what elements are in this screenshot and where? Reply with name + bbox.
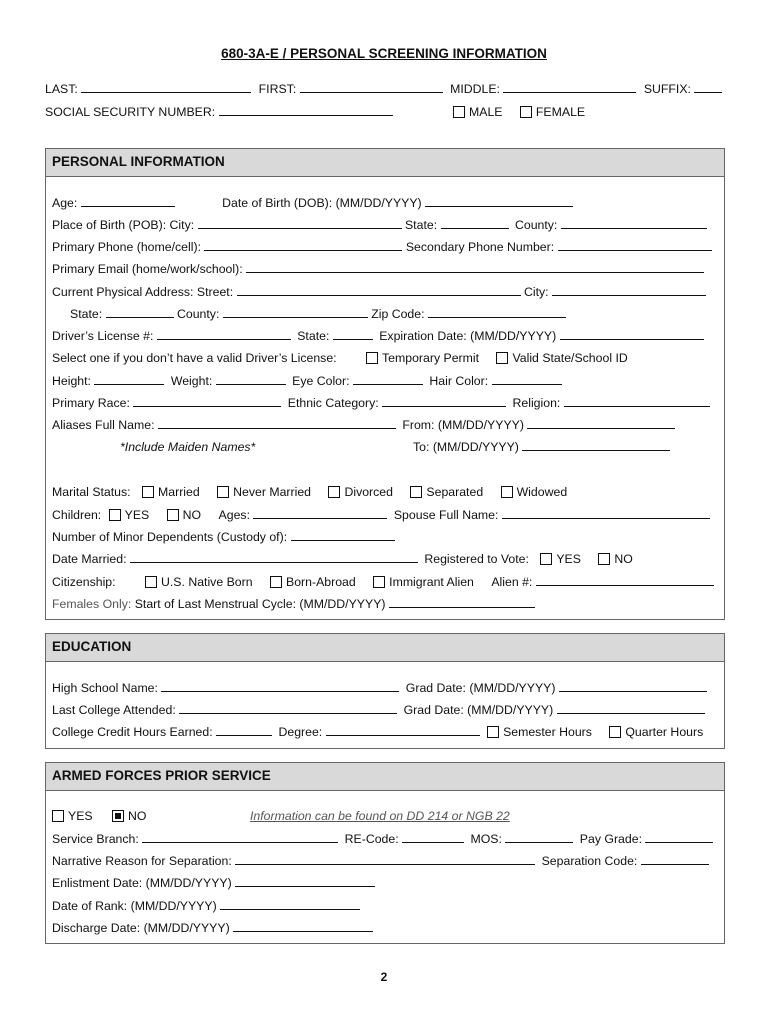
spouse-label: Spouse Full Name:: [393, 508, 499, 522]
separation-code-label: Separation Code:: [541, 854, 638, 868]
ssn-field[interactable]: [219, 105, 393, 116]
pay-grade-label: Pay Grade:: [579, 832, 642, 846]
address-row: [52, 285, 706, 299]
license-field[interactable]: [157, 329, 291, 340]
email-row: [52, 262, 704, 276]
credit-hours-label: College Credit Hours Earned:: [52, 725, 213, 739]
dependents-row: [52, 530, 395, 544]
expiration-label: Expiration Date: (MM/DD/YYYY): [379, 329, 557, 343]
married-checkbox[interactable]: [142, 486, 154, 498]
degree-field[interactable]: [326, 725, 480, 736]
native-born-label: U.S. Native Born: [160, 575, 253, 589]
street-label: Current Physical Address: Street:: [52, 285, 234, 299]
race-field[interactable]: [133, 396, 281, 407]
credit-hours-field[interactable]: [216, 725, 272, 736]
to-label: To: (MM/DD/YYYY): [413, 440, 519, 454]
children-yes-checkbox[interactable]: [109, 509, 121, 521]
physical-row: [52, 374, 562, 388]
females-only-label: Females Only:: [52, 597, 132, 611]
valid-id-checkbox[interactable]: [496, 352, 508, 364]
suffix-field[interactable]: [694, 82, 722, 93]
age-field[interactable]: [81, 196, 175, 207]
female-label: FEMALE: [535, 105, 586, 119]
to-field[interactable]: [522, 440, 670, 451]
county-field[interactable]: [223, 307, 368, 318]
pob-row: [52, 218, 707, 232]
dependents-field[interactable]: [291, 530, 395, 541]
married-label: Married: [158, 485, 200, 499]
high-school-label: High School Name:: [52, 681, 158, 695]
service-no-checkbox[interactable]: [112, 810, 124, 822]
semester-hours-checkbox[interactable]: [487, 726, 499, 738]
temporary-permit-checkbox[interactable]: [366, 352, 378, 364]
date-married-label: Date Married:: [52, 552, 127, 566]
last-college-label: Last College Attended:: [52, 703, 176, 717]
armed-forces-section: [45, 762, 725, 944]
no-license-label: Select one if you don’t have a valid Driver’s License:: [52, 351, 337, 365]
pob-state-label: State:: [404, 218, 438, 232]
aliases-label: Aliases Full Name:: [52, 418, 155, 432]
pob-state-field[interactable]: [441, 218, 509, 229]
male-checkbox[interactable]: [453, 106, 465, 118]
spouse-field[interactable]: [502, 508, 710, 519]
zip-label: Zip Code:: [371, 307, 425, 321]
re-code-label: RE-Code:: [344, 832, 399, 846]
widowed-label: Widowed: [516, 485, 568, 499]
last-college-field[interactable]: [179, 703, 397, 714]
zip-field[interactable]: [428, 307, 566, 318]
born-abroad-label: Born-Abroad: [286, 575, 356, 589]
marital-row: [52, 485, 567, 499]
menstrual-label: Start of Last Menstrual Cycle: (MM/DD/YYYY): [134, 597, 386, 611]
re-code-field[interactable]: [402, 832, 464, 843]
date-married-field[interactable]: [130, 552, 418, 563]
last-label: LAST:: [45, 82, 78, 96]
valid-id-label: Valid State/School ID: [512, 351, 628, 365]
narrative-field[interactable]: [235, 854, 535, 865]
children-yes-label: YES: [124, 508, 150, 522]
menstrual-row: [52, 597, 535, 611]
separated-checkbox[interactable]: [410, 486, 422, 498]
service-options-row: [52, 809, 146, 823]
enlistment-row: [52, 876, 375, 890]
menstrual-field[interactable]: [389, 597, 535, 608]
gender-options: [453, 105, 585, 119]
first-label: FIRST:: [258, 82, 297, 96]
children-label: Children:: [52, 508, 102, 522]
last-field[interactable]: [81, 82, 251, 93]
phone-row: [52, 240, 712, 254]
children-row: [52, 508, 710, 522]
aliases-row: [52, 418, 675, 432]
pob-city-field[interactable]: [198, 218, 402, 229]
eye-color-label: Eye Color:: [292, 374, 350, 388]
license-label: Driver’s License #:: [52, 329, 154, 343]
religion-field[interactable]: [564, 396, 710, 407]
female-checkbox[interactable]: [520, 106, 532, 118]
discharge-field[interactable]: [233, 921, 373, 932]
never-married-checkbox[interactable]: [217, 486, 229, 498]
page-title: 680-3A-E / PERSONAL SCREENING INFORMATION: [221, 46, 547, 61]
mos-field[interactable]: [505, 832, 573, 843]
from-label: From: (MM/DD/YYYY): [402, 418, 524, 432]
date-married-row: [52, 552, 633, 566]
height-label: Height:: [52, 374, 91, 388]
suffix-label: SUFFIX:: [643, 82, 691, 96]
street-field[interactable]: [237, 285, 521, 296]
separated-label: Separated: [426, 485, 484, 499]
immigrant-alien-label: Immigrant Alien: [389, 575, 474, 589]
hs-grad-date-field[interactable]: [559, 681, 707, 692]
separation-code-field[interactable]: [641, 854, 709, 865]
date-of-rank-field[interactable]: [220, 899, 360, 910]
ages-field[interactable]: [253, 508, 387, 519]
vote-no-checkbox[interactable]: [598, 553, 610, 565]
secondary-phone-label: Secondary Phone Number:: [405, 240, 555, 254]
service-no-label: NO: [128, 809, 147, 823]
height-field[interactable]: [94, 374, 164, 385]
divorced-label: Divorced: [344, 485, 393, 499]
aliases-field[interactable]: [158, 418, 396, 429]
ages-label: Ages:: [218, 508, 250, 522]
page-number: 2: [380, 970, 388, 984]
primary-phone-field[interactable]: [204, 240, 402, 251]
high-school-row: [52, 681, 707, 695]
service-yes-label: YES: [68, 809, 93, 823]
first-field[interactable]: [300, 82, 443, 93]
service-yes-checkbox[interactable]: [52, 810, 64, 822]
to-row: [413, 440, 670, 454]
license-state-label: State:: [297, 329, 330, 343]
county-label: County:: [176, 307, 220, 321]
city-label: City:: [523, 285, 549, 299]
race-label: Primary Race:: [52, 396, 130, 410]
education-heading: EDUCATION: [46, 634, 724, 662]
enlistment-label: Enlistment Date: (MM/DD/YYYY): [52, 876, 232, 890]
service-branch-label: Service Branch:: [52, 832, 139, 846]
narrative-row: [52, 854, 709, 868]
dependents-label: Number of Minor Dependents (Custody of):: [52, 530, 288, 544]
high-school-field[interactable]: [161, 681, 399, 692]
from-field[interactable]: [527, 418, 675, 429]
quarter-hours-label: Quarter Hours: [625, 725, 704, 739]
ethnic-label: Ethnic Category:: [287, 396, 379, 410]
hair-color-field[interactable]: [492, 374, 562, 385]
state-label: State:: [70, 307, 103, 321]
citizenship-label: Citizenship:: [52, 575, 116, 589]
temporary-permit-label: Temporary Permit: [382, 351, 480, 365]
primary-phone-label: Primary Phone (home/cell):: [52, 240, 201, 254]
license-row: [52, 329, 704, 343]
semester-hours-label: Semester Hours: [503, 725, 592, 739]
age-label: Age:: [52, 196, 78, 210]
weight-field[interactable]: [216, 374, 286, 385]
citizenship-row: [52, 575, 714, 589]
dob-label: Date of Birth (DOB): (MM/DD/YYYY): [222, 196, 422, 210]
service-branch-field[interactable]: [142, 832, 338, 843]
children-no-checkbox[interactable]: [167, 509, 179, 521]
info-note: Information can be found on DD 214 or NGB 22: [250, 809, 510, 823]
immigrant-alien-checkbox[interactable]: [373, 576, 385, 588]
marital-label: Marital Status:: [52, 485, 131, 499]
secondary-phone-field[interactable]: [558, 240, 712, 251]
native-born-checkbox[interactable]: [145, 576, 157, 588]
pob-county-label: County:: [514, 218, 558, 232]
weight-label: Weight:: [170, 374, 213, 388]
middle-label: MIDDLE:: [450, 82, 500, 96]
credits-row: [52, 725, 703, 739]
header-name-row: [45, 82, 722, 96]
narrative-label: Narrative Reason for Separation:: [52, 854, 232, 868]
ethnic-field[interactable]: [382, 396, 506, 407]
college-grad-date-field[interactable]: [557, 703, 705, 714]
maiden-note: *Include Maiden Names*: [120, 440, 256, 454]
college-row: [52, 703, 705, 717]
primary-email-field[interactable]: [246, 262, 704, 273]
hair-color-label: Hair Color:: [429, 374, 489, 388]
middle-field[interactable]: [503, 82, 636, 93]
service-branch-row: [52, 832, 713, 846]
date-of-rank-row: [52, 899, 360, 913]
hs-grad-date-label: Grad Date: (MM/DD/YYYY): [405, 681, 556, 695]
born-abroad-checkbox[interactable]: [270, 576, 282, 588]
enlistment-field[interactable]: [235, 876, 375, 887]
date-of-rank-label: Date of Rank: (MM/DD/YYYY): [52, 899, 217, 913]
personal-info-heading: PERSONAL INFORMATION: [46, 149, 724, 177]
quarter-hours-checkbox[interactable]: [609, 726, 621, 738]
header-ssn-row: [45, 105, 393, 119]
address-row-2: [70, 307, 566, 321]
never-married-label: Never Married: [233, 485, 312, 499]
vote-yes-label: YES: [556, 552, 581, 566]
discharge-row: [52, 921, 373, 935]
mos-label: MOS:: [470, 832, 502, 846]
alien-num-field[interactable]: [536, 575, 714, 586]
state-field[interactable]: [106, 307, 174, 318]
no-license-row: [52, 351, 628, 365]
religion-label: Religion:: [512, 396, 561, 410]
license-state-field[interactable]: [333, 329, 373, 340]
discharge-label: Discharge Date: (MM/DD/YYYY): [52, 921, 230, 935]
race-row: [52, 396, 710, 410]
armed-forces-heading: ARMED FORCES PRIOR SERVICE: [46, 763, 724, 791]
registered-vote-label: Registered to Vote:: [424, 552, 529, 566]
widowed-checkbox[interactable]: [501, 486, 513, 498]
pob-county-field[interactable]: [561, 218, 707, 229]
alien-num-label: Alien #:: [491, 575, 533, 589]
children-no-label: NO: [182, 508, 202, 522]
primary-email-label: Primary Email (home/work/school):: [52, 262, 243, 276]
vote-no-label: NO: [614, 552, 633, 566]
degree-label: Degree:: [278, 725, 323, 739]
male-label: MALE: [469, 105, 503, 119]
divorced-checkbox[interactable]: [328, 486, 340, 498]
dob-field[interactable]: [425, 196, 573, 207]
age-row: [52, 196, 573, 210]
ssn-label: SOCIAL SECURITY NUMBER:: [45, 105, 216, 119]
college-grad-date-label: Grad Date: (MM/DD/YYYY): [403, 703, 554, 717]
pay-grade-field[interactable]: [645, 832, 713, 843]
vote-yes-checkbox[interactable]: [540, 553, 552, 565]
city-field[interactable]: [552, 285, 706, 296]
expiration-field[interactable]: [560, 329, 704, 340]
pob-city-label: Place of Birth (POB): City:: [52, 218, 195, 232]
eye-color-field[interactable]: [353, 374, 423, 385]
